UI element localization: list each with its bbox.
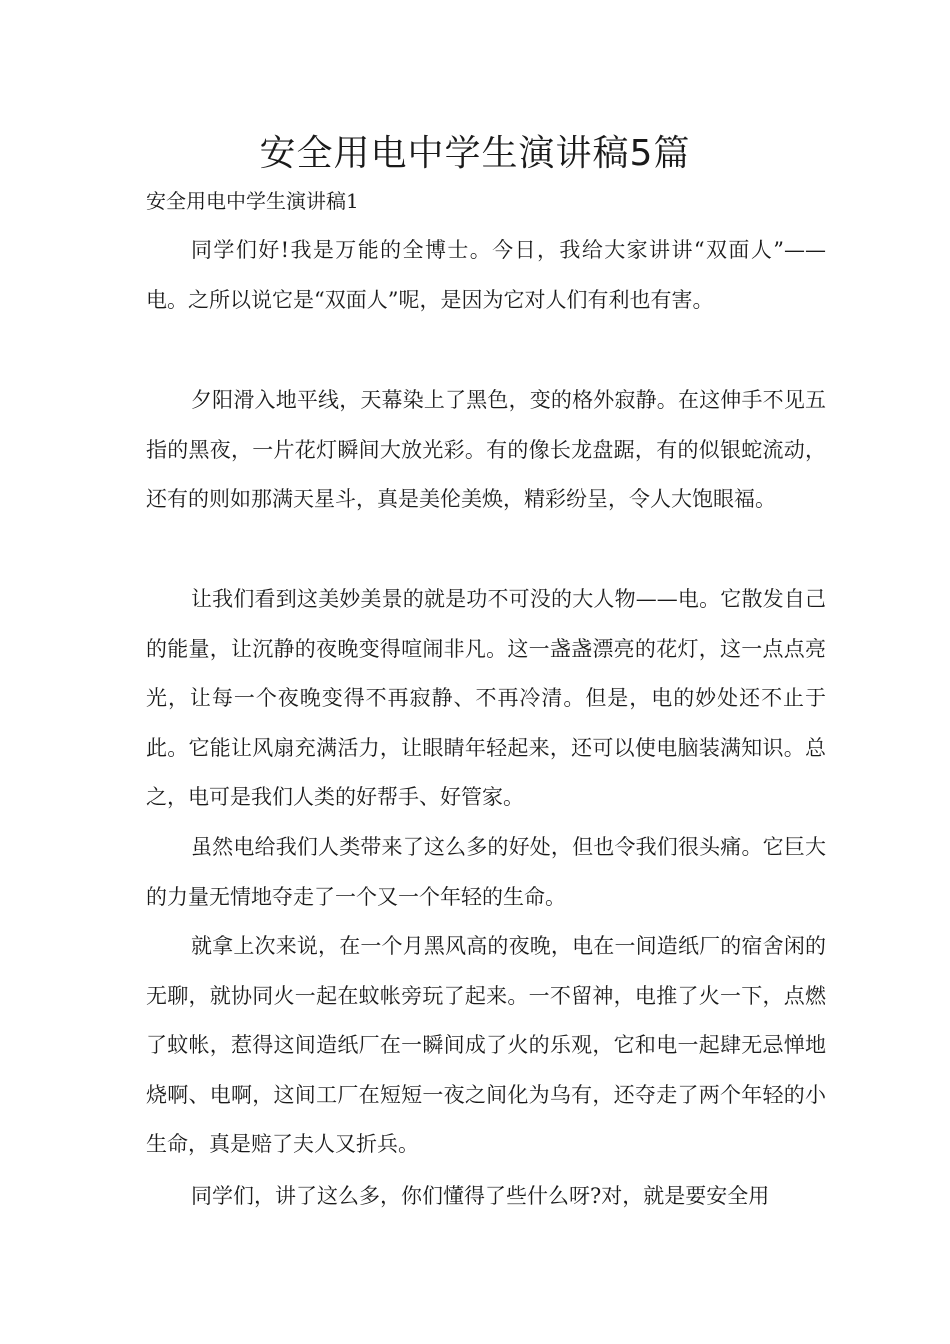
paragraph-5: 就拿上次来说，在一个月黑风高的夜晚，电在一间造纸厂的宿舍闲的无聊，就协同火一起在蚊帐旁玩了起来。一不留神，电推了火一下，点燃了蚊帐，惹得这间造纸厂在一瞬间成了火的乐观，它和电一起肆无忌惮地烧啊、电啊，这间工厂在短短一夜之间化为乌有，还夺走了两个年轻的小生命，真是赔了夫人又折兵。 — [146, 934, 826, 1156]
paragraph-2: 夕阳滑入地平线，天幕染上了黑色，变的格外寂静。在这伸手不见五指的黑夜，一片花灯瞬间大放光彩。有的像长龙盘踞，有的似银蛇流动，还有的则如那满天星斗，真是美伦美焕，精彩纷呈，令人大饱眼福。 — [146, 388, 826, 511]
paragraph-3: 让我们看到这美妙美景的就是功不可没的大人物——电。它散发自己的能量，让沉静的夜晚变得喧闹非凡。这一盏盏漂亮的花灯，这一点点亮光，让每一个夜晚变得不再寂静、不再冷清。但是，电的妙处还不止于此。它能让风扇充满活力，让眼睛年轻起来，还可以使电脑装满知识。总之，电可是我们人类的好帮手、好管家。 — [146, 587, 826, 809]
paragraph-6: 同学们，讲了这么多，你们懂得了些什么呀?对，就是要安全用 — [191, 1184, 770, 1208]
paragraph-1: 同学们好!我是万能的全博士。今日，我给大家讲讲“双面人”——电。之所以说它是“双面人”呢，是因为它对人们有利也有害。 — [146, 238, 826, 312]
section-subtitle: 安全用电中学生演讲稿1 — [146, 189, 359, 213]
paragraph-4: 虽然电给我们人类带来了这么多的好处，但也令我们很头痛。它巨大的力量无情地夺走了一个又一个年轻的生命。 — [146, 835, 826, 909]
document-title: 安全用电中学生演讲稿5篇 — [259, 133, 691, 174]
